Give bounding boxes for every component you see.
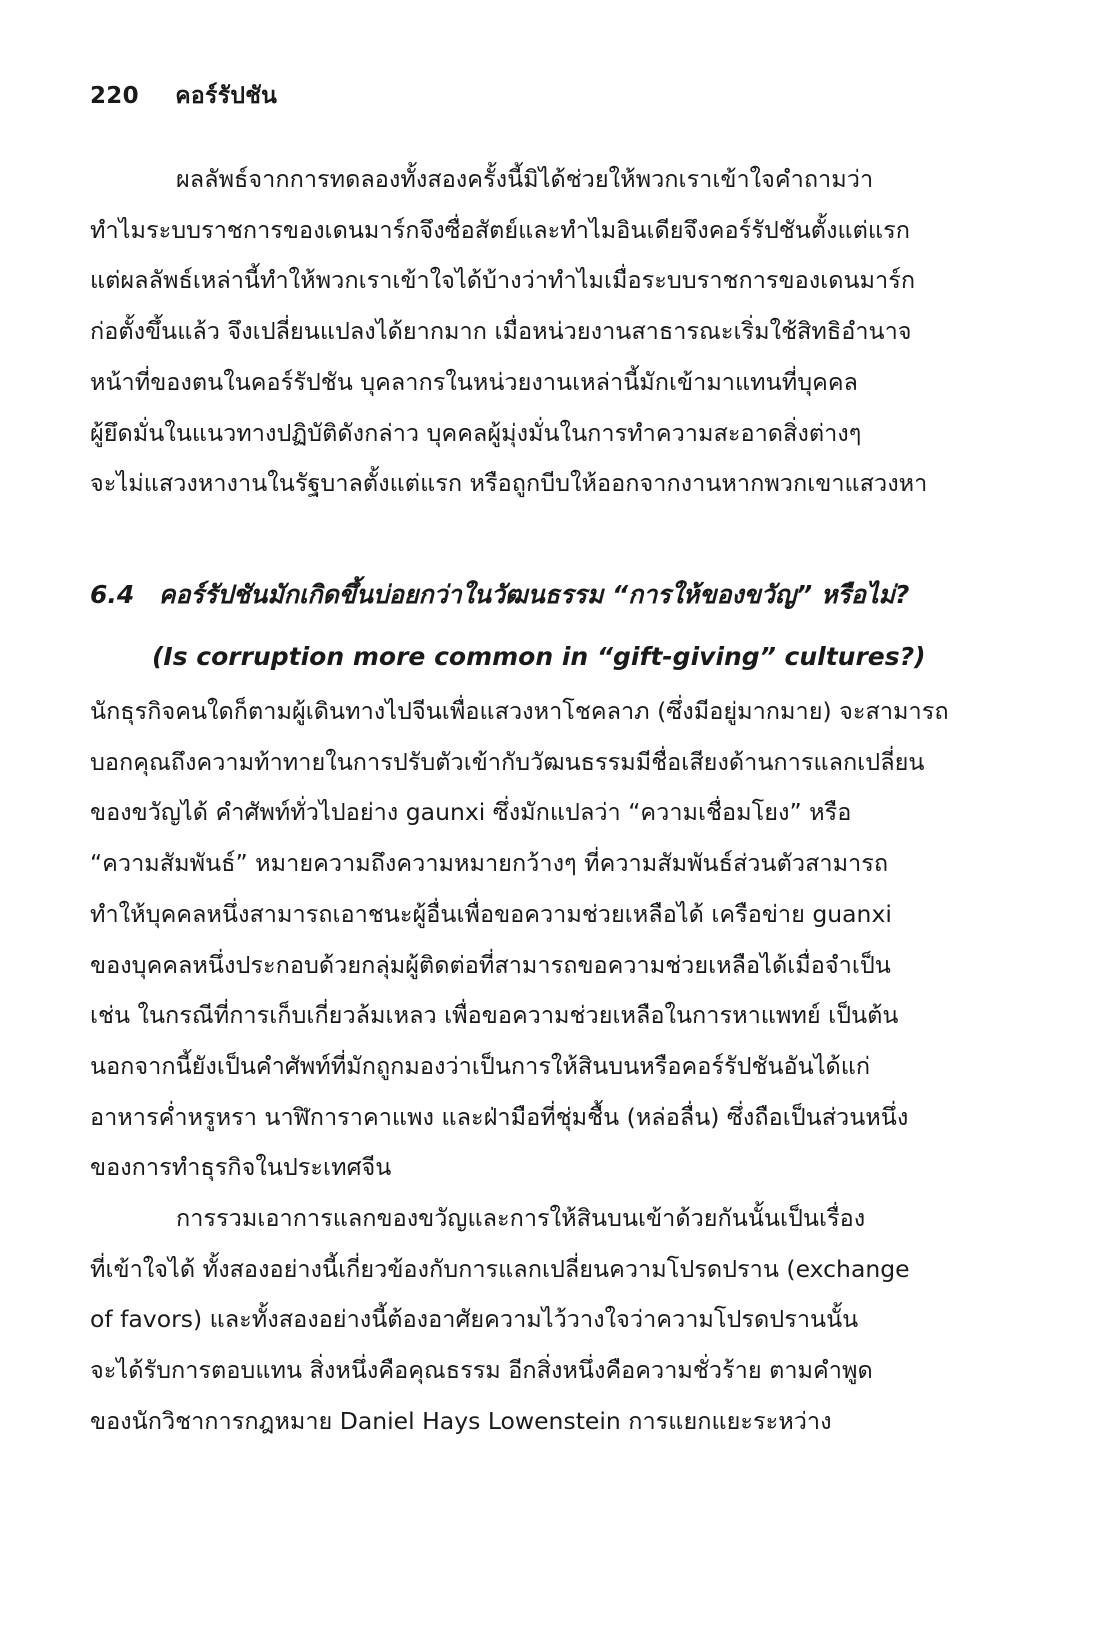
text-line: จะได้รับการตอบแทน สิ่งหนึ่งคือคุณธรรม อีกสิ่งหนึ่งคือความชั่วร้าย ตามคำพูด <box>90 1356 873 1385</box>
text-line: “ความสัมพันธ์” หมายความถึงความหมายกว้างๆ ที่ความสัมพันธ์ส่วนตัวสามารถ <box>90 849 889 878</box>
paragraph-3 <box>90 1193 956 1447</box>
running-header <box>90 78 277 114</box>
text-line: of favors) และทั้งสองอย่างนี้ต้องอาศัยความไว้วางใจว่าความโปรดปรานนั้น <box>90 1305 859 1334</box>
text-line: เช่น ในกรณีที่การเก็บเกี่ยวล้มเหลว เพื่อขอความช่วยเหลือในการหาแพทย์ เป็นต้น <box>90 1001 899 1030</box>
section-title: คอร์รัปชันมักเกิดขึ้นบ่อยกว่าในวัฒนธรรม “การให้ของขวัญ” หรือไม่? <box>158 580 910 609</box>
paragraph-2 <box>90 686 956 1193</box>
text-line: นอกจากนี้ยังเป็นคำศัพท์ที่มักถูกมองว่าเป็นการให้สินบนหรือคอร์รัปชันอันได้แก่ <box>90 1051 871 1080</box>
running-title: คอร์รัปชัน <box>175 83 278 109</box>
text-line: ทำไมระบบราชการของเดนมาร์กจึงซื่อสัตย์และทำไมอินเดียจึงคอร์รัปชันตั้งแต่แรก <box>90 215 910 244</box>
section-title-line <box>90 564 990 626</box>
section-heading <box>90 564 990 688</box>
text-line: ผลลัพธ์จากการทดลองทั้งสองครั้งนี้มิได้ช่วยให้พวกเราเข้าใจคำถามว่า <box>176 165 874 193</box>
text-line: อาหารค่ำหรูหรา นาฬิการาคาแพง และฝ่ามือที่ชุ่มชื้น (หล่อลื่น) ซึ่งถือเป็นส่วนหนึ่ง <box>90 1102 909 1131</box>
text-line: บอกคุณถึงความท้าทายในการปรับตัวเข้ากับวัฒนธรรมมีชื่อเสียงด้านการแลกเปลี่ยน <box>90 747 925 776</box>
text-line: ของบุคคลหนึ่งประกอบด้วยกลุ่มผู้ติดต่อที่สามารถขอความช่วยเหลือได้เมื่อจำเป็น <box>90 950 891 979</box>
text-line: นักธุรกิจคนใดก็ตามผู้เดินทางไปจีนเพื่อแสวงหาโชคลาภ (ซึ่งมีอยู่มากมาย) จะสามารถ <box>90 697 949 725</box>
text-line: การรวมเอาการแลกของขวัญและการให้สินบนเข้าด้วยกันนั้นเป็นเรื่อง <box>176 1204 866 1232</box>
text-line: ก่อตั้งขึ้นแล้ว จึงเปลี่ยนแปลงได้ยากมาก เมื่อหน่วยงานสาธารณะเริ่มใช้สิทธิอำนาจ <box>90 317 912 346</box>
text-line: ที่เข้าใจได้ ทั้งสองอย่างนี้เกี่ยวข้องกับการแลกเปลี่ยนความโปรดปราน (exchange <box>90 1254 910 1283</box>
text-line: ของนักวิชาการกฎหมาย Daniel Hays Lowenstein การแยกแยะระหว่าง <box>90 1406 832 1435</box>
section-subtitle: (Is corruption more common in “gift-giving” cultures?) <box>152 642 926 671</box>
text-line: จะไม่แสวงหางานในรัฐบาลตั้งแต่แรก หรือถูกบีบให้ออกจากงานหากพวกเขาแสวงหา <box>90 469 928 498</box>
text-line: ทำให้บุคคลหนึ่งสามารถเอาชนะผู้อื่นเพื่อขอความช่วยเหลือได้ เครือข่าย guanxi <box>90 899 892 928</box>
page-number: 220 <box>90 83 139 109</box>
text-line: ผู้ยึดมั่นในแนวทางปฏิบัติดังกล่าว บุคคลผู้มุ่งมั่นในการทำความสะอาดสิ่งต่างๆ <box>90 418 862 447</box>
text-line: ของการทำธุรกิจในประเทศจีน <box>90 1153 392 1182</box>
text-line: ของขวัญได้ คำศัพท์ทั่วไปอย่าง gaunxi ซึ่งมักแปลว่า “ความเชื่อมโยง” หรือ <box>90 798 852 827</box>
text-line: แต่ผลลัพธ์เหล่านี้ทำให้พวกเราเข้าใจได้บ้างว่าทำไมเมื่อระบบราชการของเดนมาร์ก <box>90 266 916 295</box>
paragraph-1 <box>90 154 956 509</box>
text-line: หน้าที่ของตนในคอร์รัปชัน บุคลากรในหน่วยงานเหล่านี้มักเข้ามาแทนที่บุคคล <box>90 367 858 396</box>
section-number: 6.4 <box>90 580 135 609</box>
